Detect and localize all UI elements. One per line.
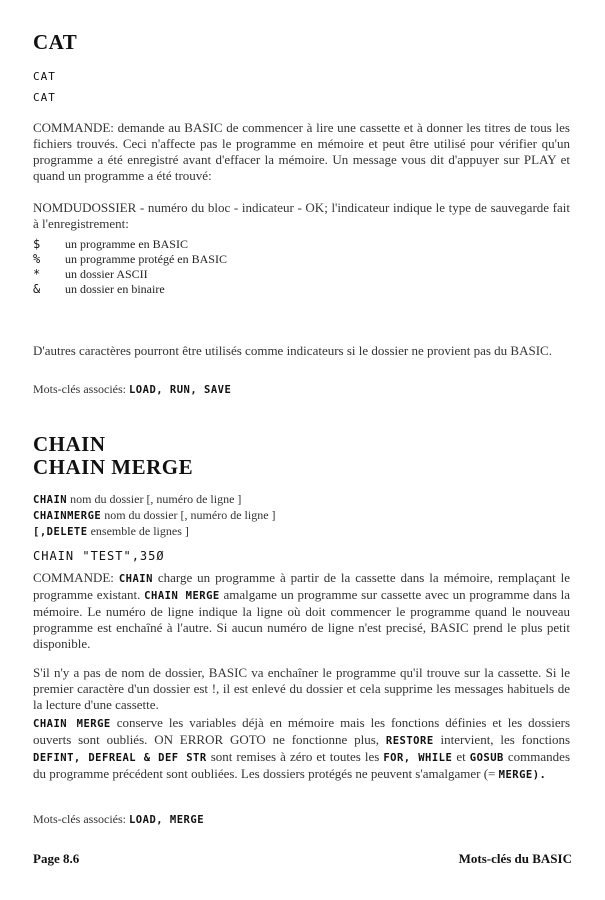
list-item: [33, 267, 433, 282]
indicator-symbol: *: [33, 267, 41, 281]
syntax-keyword: [,DELETE: [33, 526, 88, 538]
text: commandes du programme précédent sont oubliées. Les dossiers protégés ne peuvent s'amalgamer (=: [33, 749, 570, 781]
cat-syntax-line-1: CAT: [33, 70, 56, 83]
text: amalgame un programme sur cassette avec un programme dans la mémoire. Le numéro de ligne indique la ligne où doit commencer le programme quand le nouveau programme est enchaîné à l'autre. Si aucun numéro de ligne n'est precisé, BASIC prend le plus petit disponible.: [33, 587, 571, 651]
keyword: CHAIN: [118, 573, 153, 585]
chain-syntax-line-3: [33, 524, 189, 539]
indicator-text: un dossier en binaire: [65, 282, 165, 296]
keyword: CHAIN MERGE: [33, 718, 111, 730]
page-number: Page 8.6: [33, 851, 80, 866]
indicator-symbol: %: [33, 252, 41, 266]
cat-heading: CAT: [33, 30, 78, 54]
chain-description: [33, 570, 570, 652]
indicator-text: un programme protégé en BASIC: [65, 252, 227, 266]
related-keywords-label: Mots-clés associés:: [33, 382, 126, 396]
text: charge un programme à partir de la cassette dans la mémoire, remplaçant le programme existant.: [33, 570, 570, 602]
keyword: GOSUB: [469, 752, 504, 764]
text: intervient, les fonctions: [440, 732, 571, 747]
chain-filename-note: S'il n'y a pas de nom de dossier, BASIC va enchaîner le programme qu'il trouve sur la cassette. Si le premier caractère d'un dossier est !, il est enlevé du dossier et cela supprime les messages habituels de la lecture d'une cassette.: [33, 665, 570, 712]
chain-syntax-line-1: [33, 492, 241, 507]
indicator-text: un programme en BASIC: [65, 237, 188, 251]
keyword: RESTORE: [385, 735, 434, 747]
list-item: [33, 237, 433, 252]
chain-merge-note: [33, 715, 570, 783]
cat-syntax-line-2: CAT: [33, 91, 56, 104]
list-item: [33, 282, 433, 297]
text: conserve les variables déjà en mémoire mais les fonctions définies et les dossiers ouverts sont oubliés. ON ERROR GOTO ne fonctionne plus,: [33, 715, 570, 747]
text: sont remises à zéro et toutes les: [210, 749, 380, 764]
keyword: FOR, WHILE: [383, 752, 453, 764]
page-section-title: Mots-clés du BASIC: [458, 851, 572, 866]
indicator-symbol: $: [33, 237, 41, 251]
keyword: MERGE).: [498, 769, 547, 781]
cat-indicator-list: [33, 237, 433, 297]
cat-description: COMMANDE: demande au BASIC de commencer à lire une cassette et à donner les titres de tous les fichiers trouvés. Ceci n'affecte pas le programme en mémoire et peut être utilisé pour vérifier qu'un programme a été enregistré avant d'effacer la mémoire. Un message vous dit d'appuyer sur PLAY et quand un programme a été trouvé:: [33, 120, 570, 183]
chain-heading: CHAIN: [33, 432, 106, 456]
related-keywords-label: Mots-clés associés:: [33, 812, 126, 826]
cat-indicator-description: NOMDUDOSSIER - numéro du bloc - indicateur - OK; l'indicateur indique le type de sauvegarde fait à l'enregistrement:: [33, 200, 570, 231]
indicator-text: un dossier ASCII: [65, 267, 148, 281]
cat-note: D'autres caractères pourront être utilisés comme indicateurs si le dossier ne provient pas du BASIC.: [33, 343, 552, 358]
chain-merge-heading: CHAIN MERGE: [33, 455, 194, 479]
syntax-keyword: CHAINMERGE: [33, 510, 102, 522]
chain-syntax-line-2: [33, 508, 276, 523]
related-keywords-list: LOAD, MERGE: [128, 814, 205, 826]
syntax-args: ensemble de lignes ]: [90, 524, 189, 538]
cat-related-keywords: [33, 382, 231, 397]
list-item: [33, 252, 433, 267]
command-label: COMMANDE:: [33, 570, 114, 585]
keyword: DEFINT, DEFREAL & DEF STR: [33, 752, 207, 764]
syntax-args: nom du dossier [, numéro de ligne ]: [70, 492, 242, 506]
syntax-args: nom du dossier [, numéro de ligne ]: [104, 508, 276, 522]
chain-example: CHAIN "TEST",35Ø: [33, 549, 165, 563]
related-keywords-list: LOAD, RUN, SAVE: [128, 384, 232, 396]
chain-related-keywords: [33, 812, 204, 827]
syntax-keyword: CHAIN: [33, 494, 68, 506]
keyword: CHAIN MERGE: [144, 590, 220, 602]
indicator-symbol: &: [33, 282, 41, 296]
text: et: [456, 749, 466, 764]
